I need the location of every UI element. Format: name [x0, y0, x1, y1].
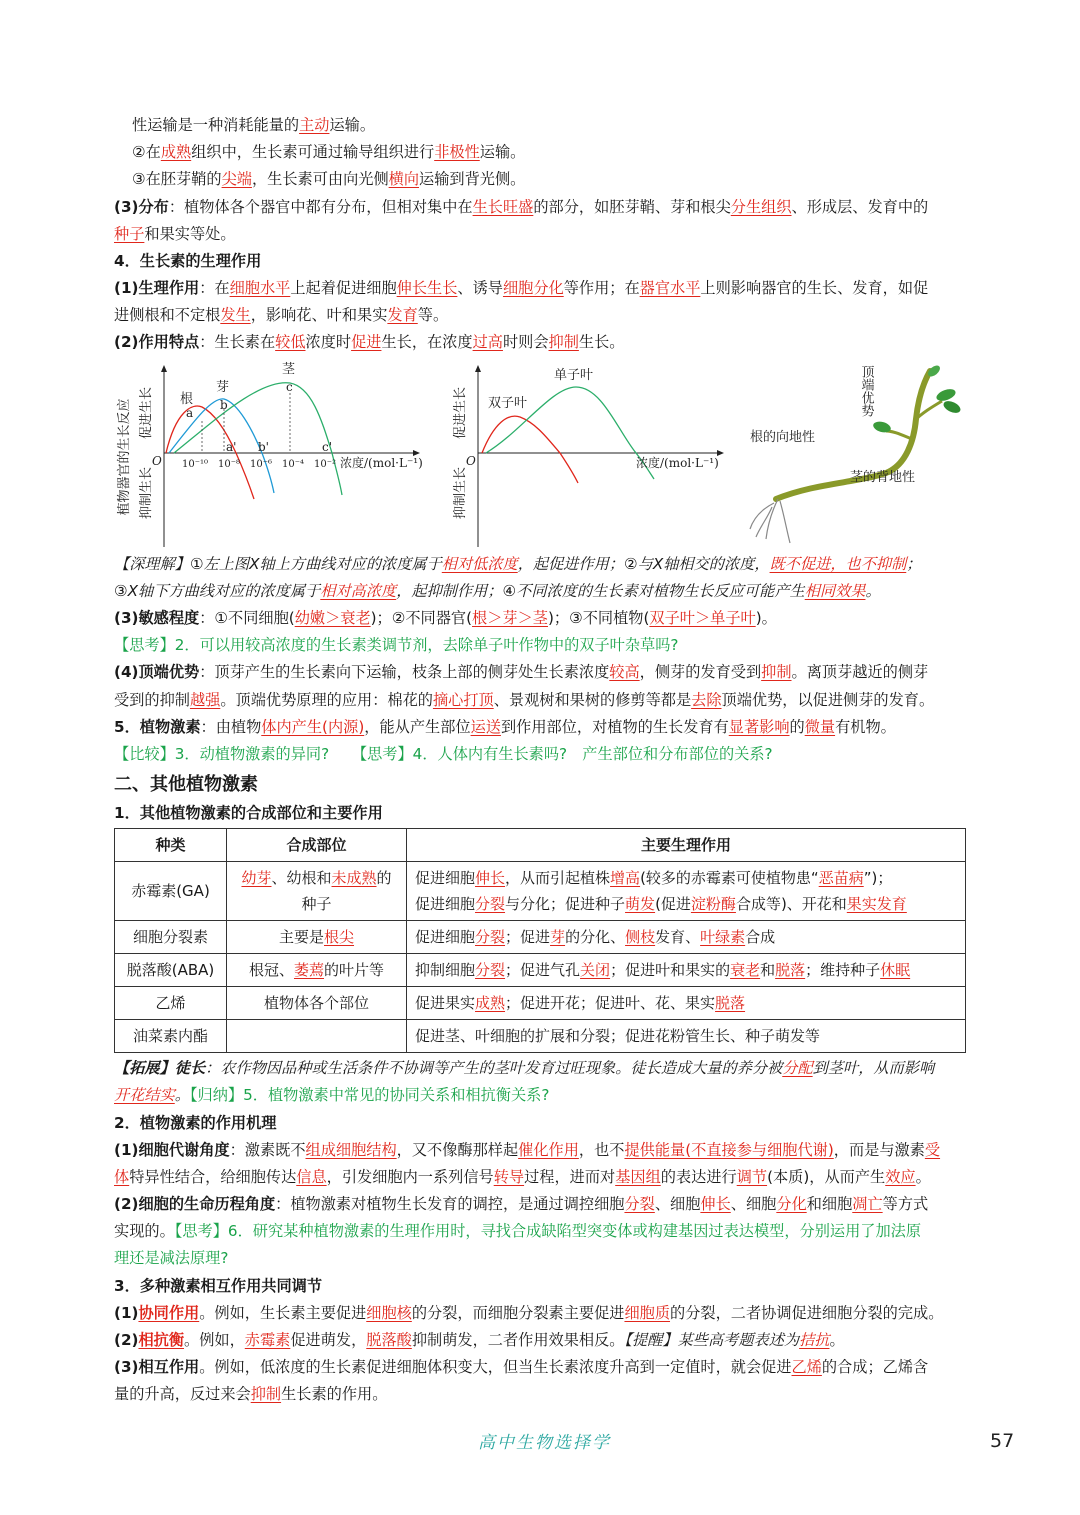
- text-line: 量的升高，反过来会抑制生长素的作用。: [114, 1385, 388, 1404]
- think-question: 【思考】2．可以用较高浓度的生长素类调节剂，去除单子叶作物中的双子叶杂草吗?: [114, 636, 679, 655]
- page-number: 57: [990, 1430, 1015, 1452]
- y-axis-arrow: [475, 365, 481, 372]
- synthesis-site: [227, 1020, 407, 1053]
- table-row: [115, 862, 966, 921]
- section-title: 二、其他植物激素: [114, 774, 258, 796]
- tick-label: 10⁻⁸: [218, 458, 241, 470]
- promote-label: 促进生长: [139, 386, 154, 439]
- text-line: 5．植物激素：由植物体内产生(内源)，能从产生部位运送到作用部位，对植物的生长发育有显著影响的微量有机物。: [114, 717, 896, 736]
- promote-label: 促进生长: [453, 386, 468, 439]
- table-row: [115, 987, 966, 1020]
- tick-label: 10⁻¹⁰: [182, 458, 209, 470]
- point-a-prime: a': [226, 439, 237, 454]
- text-line: (2)作用特点：生长素在较低浓度时促进生长，在浓度过高时则会抑制生长。: [114, 333, 625, 352]
- table-header: 合成部位: [227, 829, 407, 862]
- text-line: 进侧根和不定根发生，影响花、叶和果实发育等。: [114, 306, 449, 325]
- hormone-table: [114, 828, 966, 1053]
- text-line: 开花结实。【归纳】5．植物激素中常见的协同关系和相抗衡关系?: [114, 1086, 550, 1105]
- origin-label: O: [466, 453, 476, 468]
- tick-label: 10⁻²: [314, 458, 337, 470]
- point-b-prime: b': [258, 439, 269, 454]
- auxin-organ-graph: [114, 361, 444, 549]
- text-line: 受到的抑制越强。顶端优势原理的应用：棉花的摘心打顶、景观树和果树的修剪等都是去除顶端优势，以促进侧芽的发育。: [114, 690, 935, 709]
- text-line: (3)敏感程度：①不同细胞(幼嫩＞衰老)；②不同器官(根＞芽＞茎)；③不同植物(双子叶＞单子叶)。: [114, 609, 777, 628]
- text-line: ③在胚芽鞘的尖端，生长素可由向光侧横向运输到背光侧。: [132, 170, 526, 189]
- branch-drawing: [886, 431, 912, 439]
- apical-dominance-label: 顶端优势: [858, 364, 874, 417]
- point-c-prime: c': [322, 439, 333, 454]
- y-axis-arrow: [161, 365, 167, 372]
- point-a: a: [186, 405, 194, 420]
- text-line: 种子和果实等处。: [114, 224, 236, 243]
- point-b: b: [220, 397, 228, 412]
- main-effect: 抑制细胞分裂；促进气孔关闭；促进叶和果实的衰老和脱落；维持种子休眠: [407, 954, 966, 987]
- x-axis-title: 浓度/(mol·L⁻¹): [636, 455, 719, 470]
- text-line: ②在成熟组织中，生长素可通过输导组织进行非极性运输。: [132, 143, 526, 162]
- dicot-curve: [482, 416, 578, 483]
- section-heading: 3．多种激素相互作用共同调节: [114, 1276, 323, 1295]
- leaf-icon: [942, 398, 963, 415]
- point-c: c: [286, 379, 293, 394]
- hormone-kind: 油菜素内酯: [115, 1020, 227, 1053]
- text-line: (2)相抗衡。例如，赤霉素促进萌发，脱落酸抑制萌发，二者作用效果相反。【提醒】某些高考题表述为拮抗。: [114, 1330, 845, 1349]
- hormone-kind: 脱落酸(ABA): [115, 954, 227, 987]
- table-row: [115, 1020, 966, 1053]
- plant-tropism-sketch: [746, 361, 966, 549]
- x-axis-title: 浓度/(mol·L⁻¹): [340, 455, 423, 470]
- hormone-kind: 赤霉素(GA): [115, 862, 227, 921]
- section-heading: 4．生长素的生理作用: [114, 252, 262, 271]
- section-heading: 1．其他植物激素的合成部位和主要作用: [114, 804, 383, 823]
- stem-negative-gravitropism-label: 茎的背地性: [850, 469, 916, 485]
- auxin-figure-row: [114, 361, 966, 549]
- table-header-row: [115, 829, 966, 862]
- text-line: 性运输是一种消耗能量的主动运输。: [132, 116, 375, 134]
- deep-understanding-line: ③X轴下方曲线对应的浓度属于相对高浓度，起抑制作用；④不同浓度的生长素对植物生长反应可能产生相同效果。: [114, 581, 881, 600]
- compare-question: 【比较】3．动植物激素的异同? 【思考】4．人体内有生长素吗? 产生部位和分布部位的关系?: [114, 745, 773, 764]
- synthesis-site: 植物体各个部位: [227, 987, 407, 1020]
- text-line: 理还是减法原理?: [114, 1249, 229, 1268]
- bud-curve-label: 芽: [216, 379, 230, 395]
- table-row: [115, 921, 966, 954]
- synthesis-site: 主要是根尖: [227, 921, 407, 954]
- monocot-label: 单子叶: [554, 367, 594, 383]
- inhibit-label: 抑制生长: [139, 466, 154, 519]
- footer-watermark: 高中生物选择学: [478, 1433, 611, 1453]
- hormone-kind: 细胞分裂素: [115, 921, 227, 954]
- dicot-monocot-graph: [452, 361, 742, 549]
- root-drawing: [750, 499, 790, 543]
- text-line: 体特异性结合，给细胞传达信息，引发细胞内一系列信号转导过程，进而对基因组的表达进行调节(本质)，从而产生效应。: [114, 1167, 931, 1186]
- stem-curve-label: 茎: [282, 361, 296, 377]
- text-line: (1)生理作用：在细胞水平上起着促进细胞伸长生长、诱导细胞分化等作用；在器官水平上则影响器官的生长、发育，如促: [114, 279, 929, 298]
- extension-note: 【拓展】徒长：农作物因品种或生活条件不协调等产生的茎叶发育过旺现象。徒长造成大量的养分被分配到茎叶，从而影响: [114, 1059, 935, 1078]
- main-effect: 促进细胞分裂；促进芽的分化、侧枝发育、叶绿素合成: [407, 921, 966, 954]
- origin-label: O: [152, 453, 162, 468]
- text-line: (2)细胞的生命历程角度：植物激素对植物生长发育的调控，是通过调控细胞分裂、细胞伸长、细胞分化和细胞凋亡等方式: [114, 1195, 929, 1214]
- section-heading: 2．植物激素的作用机理: [114, 1113, 277, 1132]
- text-line: (3)分布：植物体各个器官中都有分布，但相对集中在生长旺盛的部分，如胚芽鞘、芽和根尖分生组织、形成层、发育中的: [114, 197, 929, 216]
- table-row: [115, 954, 966, 987]
- inhibit-label: 抑制生长: [453, 466, 468, 519]
- synthesis-site: 根冠、萎蔫的叶片等: [227, 954, 407, 987]
- main-effect: 促进细胞伸长，从而引起植株增高(较多的赤霉素可使植物患“恶苗病”)； 促进细胞分裂与分化；促进种子萌发(促进淀粉酶合成等)、开花和果实发育: [407, 862, 966, 921]
- table-header: 种类: [115, 829, 227, 862]
- y-axis-title: 植物器官的生长反应: [117, 398, 132, 516]
- tick-label: 10⁻⁶: [250, 458, 273, 470]
- text-line: 实现的。【思考】6．研究某种植物激素的生理作用时，寻找合成缺陷型突变体或构建基因过表达模型，分别运用了加法原: [114, 1222, 922, 1241]
- root-curve-label: 根: [180, 391, 194, 407]
- text-line: (3)相互作用。例如，低浓度的生长素促进细胞体积变大，但当生长素浓度升高到一定值时，就会促进乙烯的合成；乙烯含: [114, 1358, 929, 1377]
- hormone-kind: 乙烯: [115, 987, 227, 1020]
- main-effect: 促进果实成熟；促进开花；促进叶、花、果实脱落: [407, 987, 966, 1020]
- text-line: (4)顶端优势：顶芽产生的生长素向下运输，枝条上部的侧芽处生长素浓度较高，侧芽的发育受到抑制。离顶芽越近的侧芽: [114, 663, 929, 682]
- text-line: (1)协同作用。例如，生长素主要促进细胞核的分裂，而细胞分裂素主要促进细胞质的分裂，二者协调促进细胞分裂的完成。: [114, 1303, 944, 1322]
- root-gravitropism-label: 根的向地性: [750, 429, 816, 445]
- deep-understanding-line: 【深理解】①左上图X轴上方曲线对应的浓度属于相对低浓度，起促进作用；②与X轴相交的浓度，既不促进，也不抑制；: [114, 554, 922, 573]
- table-header: 主要生理作用: [407, 829, 966, 862]
- synthesis-site: 幼芽、幼根和未成熟的种子: [227, 862, 407, 921]
- leaf-icon: [935, 387, 957, 403]
- stem-curve: [174, 379, 342, 494]
- text-line: (1)细胞代谢角度：激素既不组成细胞结构，又不像酶那样起催化作用，也不提供能量(不直接参与细胞代谢)，而是与激素受: [114, 1140, 941, 1159]
- dicot-label: 双子叶: [488, 395, 528, 411]
- tick-label: 10⁻⁴: [282, 458, 305, 470]
- page-body: [114, 112, 966, 1408]
- main-effect: 促进茎、叶细胞的扩展和分裂；促进花粉管生长、种子萌发等: [407, 1020, 966, 1053]
